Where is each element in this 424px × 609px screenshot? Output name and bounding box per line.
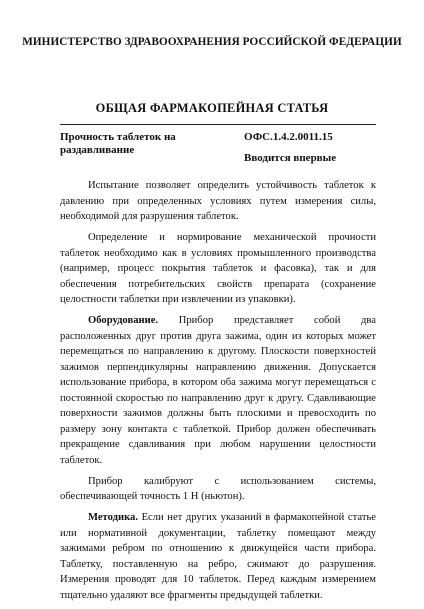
title-divider	[60, 124, 376, 125]
paragraph-purpose: Испытание позволяет определить устойчивость таблеток к давлению при определенных условиях путем измерения силы, необходимой для разрушения таблеток.	[60, 180, 376, 222]
paragraph-rationale: Определение и нормирование механической прочности таблеток необходимо как в условиях промышленного производства (например, процесс покрытия таблеток и фасовка), так и для обеспечения потребительских свойств препарата (сохранение целостности таблетки при извлечении из упаковки).	[60, 232, 376, 305]
ministry-header: МИНИСТЕРСТВО ЗДРАВООХРАНЕНИЯ РОССИЙСКОЙ ФЕДЕРАЦИИ	[22, 36, 402, 48]
document-title: ОБЩАЯ ФАРМАКОПЕЙНАЯ СТАТЬЯ	[95, 101, 329, 115]
paragraph-method	[60, 510, 376, 603]
paragraph-calibration: Прибор калибруют с использованием системы, обеспечивающей точность 1 Н (ньютон).	[60, 475, 376, 502]
paragraph-equipment	[60, 313, 376, 468]
method-heading: Методика.	[88, 512, 138, 523]
equipment-text: Прибор представляет собой два расположенных друг против друга зажима, один из которых может перемещаться по направлению к другому. Плоскости поверхностей зажимов перпендикулярны направлению движения. Допускается использование прибора, в котором оба зажима могут перемещаться с постоянной скоростью по направлению друг к другу. Сдавливающие поверхности зажимов должны быть плоскими и превосходить по размеру зону контакта с таблеткой. Прибор должен обеспечивать прекращение сдавливания при любом нарушении целостности таблеток.	[60, 315, 376, 466]
article-subject: Прочность таблеток на раздавливание	[60, 131, 176, 156]
article-body	[60, 178, 376, 609]
article-code: ОФС.1.4.2.0011.15	[244, 131, 333, 143]
introduction-note: Вводится впервые	[244, 152, 337, 164]
equipment-heading: Оборудование.	[88, 315, 159, 326]
method-text: Если нет других указаний в фармакопейной статье или нормативной документации, таблетку помещают между зажимами ребром по отношению к движущейся части прибора. Таблетку, поставленную на ребро, сжимают до разрушения. Измерения проводят для 10 таблеток. Перед каждым измерением тщательно удаляют все фрагменты предыдущей таблетки.	[60, 512, 376, 601]
